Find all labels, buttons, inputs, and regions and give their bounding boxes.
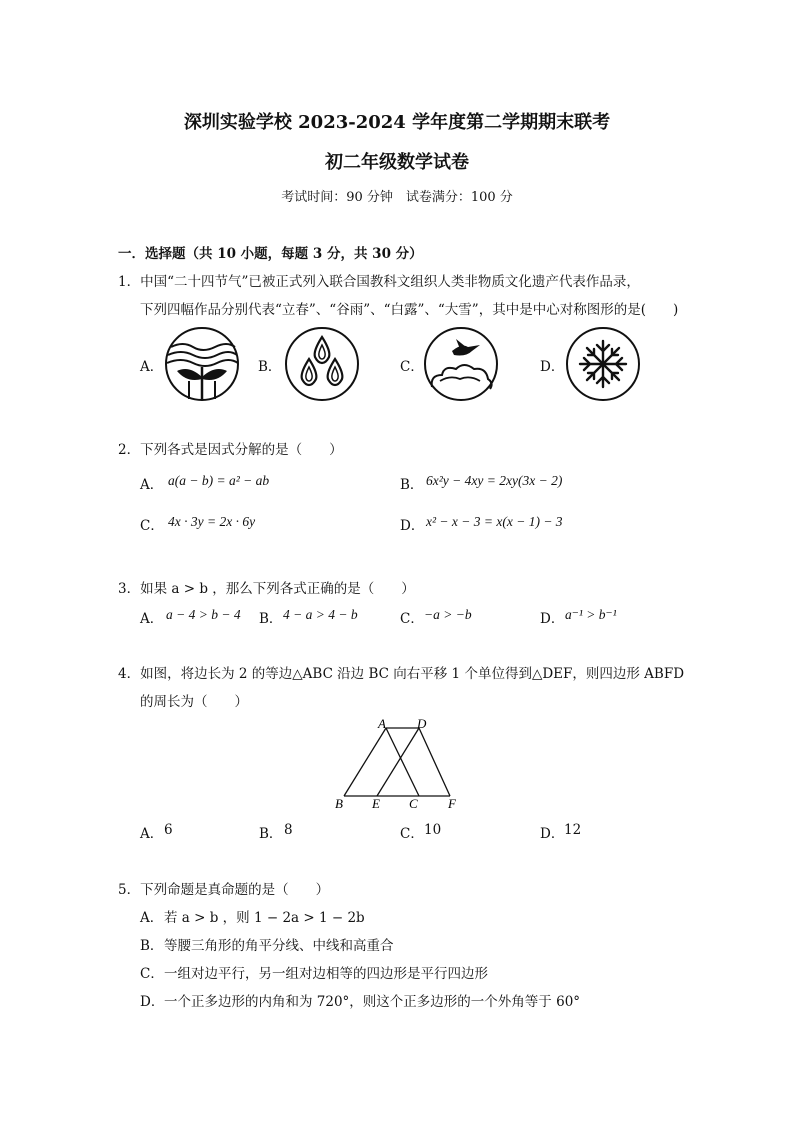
q4-stem-line2: 的周长为（ ） — [140, 694, 248, 710]
q3-option-b-label: B． — [259, 611, 283, 627]
q5-option-c-expr: 一组对边平行，另一组对边相等的四边形是平行四边形 — [164, 966, 488, 982]
q5-option-b-label: B． — [140, 938, 164, 954]
q3-option-b-expr: 4 − a > 4 − b — [283, 607, 358, 622]
q4-option-c-label: C． — [400, 826, 424, 842]
q5-option-a-label: A． — [140, 910, 164, 926]
label-f: F — [448, 796, 456, 811]
q1-stem-line1: 1．中国“二十四节气”已被正式列入联合国教科文组织人类非物质文化遗产代表作品录， — [118, 274, 640, 290]
bird-cloud-icon — [422, 325, 500, 403]
label-d: D — [417, 716, 427, 731]
q1-option-c-label: C． — [400, 359, 424, 375]
q3-option-c-expr: −a > −b — [424, 607, 472, 622]
exam-info: 考试时间：90 分钟 试卷满分：100 分 — [281, 190, 513, 205]
label-a: A — [378, 716, 386, 731]
snowflake-icon — [564, 325, 642, 403]
q1-option-a-label: A． — [140, 359, 164, 375]
sprout-icon — [163, 325, 241, 403]
q4-option-d-label: D． — [540, 826, 565, 842]
q5-option-d-expr: 一个正多边形的内角和为 720°，则这个正多边形的一个外角等于 60° — [164, 994, 581, 1010]
q2-option-c-expr: 4x · 3y = 2x · 6y — [168, 514, 256, 529]
exam-subtitle: 初二年级数学试卷 — [325, 152, 469, 173]
raindrops-icon — [283, 325, 361, 403]
q4-option-a-expr: 6 — [164, 822, 173, 838]
label-c: C — [409, 796, 418, 811]
q2-option-a-label: A． — [140, 477, 164, 493]
translation-figure — [326, 716, 466, 812]
q2-stem: 2．下列各式是因式分解的是（ ） — [118, 442, 343, 458]
q4-option-c-expr: 10 — [424, 822, 442, 838]
q4-stem-line1: 4．如图，将边长为 2 的等边△ABC 沿边 BC 向右平移 1 个单位得到△DEF，则四边形 ABFD — [118, 666, 685, 682]
q4-option-a-label: A． — [140, 826, 164, 842]
label-b: B — [335, 796, 343, 811]
q1-option-d-label: D． — [540, 359, 565, 375]
q2-option-a-expr: a(a − b) = a² − ab — [168, 473, 270, 488]
q3-option-c-label: C． — [400, 611, 424, 627]
section-heading: 一．选择题（共 10 小题，每题 3 分，共 30 分） — [118, 246, 423, 262]
label-e: E — [372, 796, 380, 811]
q5-option-b-expr: 等腰三角形的角平分线、中线和高重合 — [164, 938, 394, 954]
q2-option-b-expr: 6x²y − 4xy = 2xy(3x − 2) — [426, 473, 563, 488]
q2-option-c-label: C． — [140, 518, 164, 534]
q4-option-b-expr: 8 — [284, 822, 293, 838]
q3-option-a-expr: a − 4 > b − 4 — [166, 607, 241, 622]
q3-option-a-label: A． — [140, 611, 164, 627]
q5-option-c-label: C． — [140, 966, 164, 982]
q3-stem: 3．如果 a > b ，那么下列各式正确的是（ ） — [118, 581, 415, 597]
q4-option-b-label: B． — [259, 826, 283, 842]
q1-stem-line2: 下列四幅作品分别代表“立春”、“谷雨”、“白露”、“大雪”，其中是中心对称图形的是( ) — [140, 302, 679, 318]
q4-option-d-expr: 12 — [564, 822, 582, 838]
q3-option-d-expr: a⁻¹ > b⁻¹ — [565, 607, 617, 622]
q5-option-d-label: D． — [140, 994, 165, 1010]
q2-option-d-label: D． — [400, 518, 425, 534]
q5-option-a-expr: 若 a > b ，则 1 − 2a > 1 − 2b — [164, 910, 365, 926]
exam-title: 深圳实验学校 2023-2024 学年度第二学期期末联考 — [183, 112, 611, 133]
q2-option-b-label: B． — [400, 477, 424, 493]
q3-option-d-label: D． — [540, 611, 565, 627]
q1-option-b-label: B． — [258, 359, 282, 375]
q2-option-d-expr: x² − x − 3 = x(x − 1) − 3 — [426, 514, 563, 529]
q5-stem: 5．下列命题是真命题的是（ ） — [118, 882, 330, 898]
